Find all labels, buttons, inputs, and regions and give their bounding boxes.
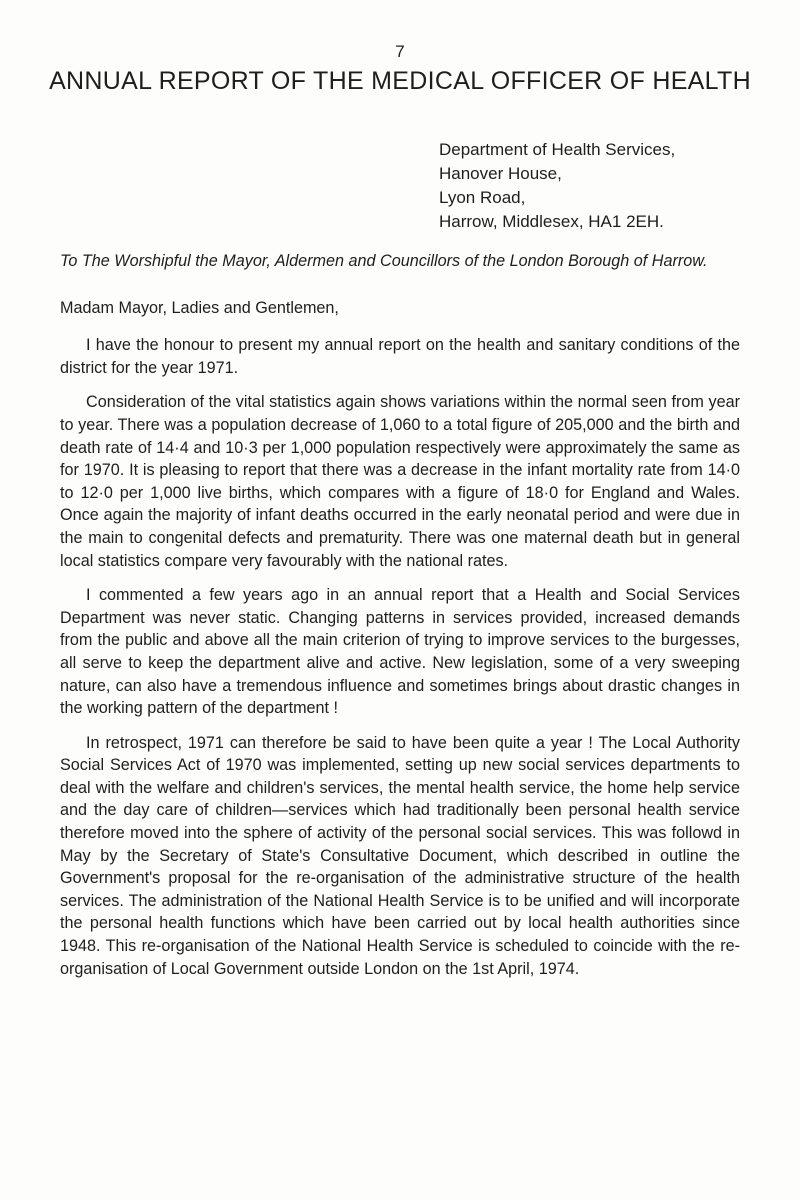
address-line-department: Department of Health Services, [439,140,676,159]
addressee: To The Worshipful the Mayor, Aldermen and Councillors of the London Borough of Harrow. [60,252,708,270]
address-line-town: Harrow, Middlesex, HA1 2EH. [439,212,664,231]
page-number: 7 [395,42,405,61]
address-line-street: Lyon Road, [439,188,526,207]
paragraph-introduction: I have the honour to present my annual report on the health and sanitary conditions of the district for the year 1971. [60,336,740,377]
paragraph-department-changes: I commented a few years ago in an annual report that a Health and Social Services Department was never static. Changing patterns in services provided, increased demands from the public and above all the main criterion of trying to improve services to the burgesses, all serve to keep the department alive and active. New legislation, some of a very sweeping nature, can also have a tremendous influence and sometimes brings about drastic changes in the working pattern of the department ! [60,586,740,718]
letter-body [60,250,740,992]
address-line-building: Hanover House, [439,164,562,183]
salutation: Madam Mayor, Ladies and Gentlemen, [60,298,339,317]
sender-address [439,138,759,234]
paragraph-retrospect-1971: In retrospect, 1971 can therefore be said to have been quite a year ! The Local Authority Social Services Act of 1970 was implemented, setting up new social services departments to deal with the welfare and children's services, the mental health service, the home help service and the day care of children—services which had traditionally been personal health service therefore moved into the sphere of activity of the personal social services. This was followd in May by the Secretary of State's Consultative Document, which described in outline the Government's proposal for the re-organisation of the administrative structure of the health services. The administration of the National Health Service is to be unified and will incorporate the personal health functions which have been carried out by local health authorities since 1948. This re-organisation of the National Health Service is scheduled to coincide with the re-organisation of Local Government outside London on the 1st April, 1974. [60,733,740,978]
paragraph-vital-statistics: Consideration of the vital statistics again shows variations within the normal seen from year to year. There was a population decrease of 1,060 to a total figure of 205,000 and the birth and death rate of 14·4 and 10·3 per 1,000 population respectively were approximately the same as for 1970. It is pleasing to report that there was a decrease in the infant mortality rate from 14·0 to 12·0 per 1,000 live births, which compares with a figure of 18·0 for England and Wales. Once again the majority of infant deaths occurred in the early neonatal period and were due in the main to congenital defects and prematurity. There was one maternal death but in general local statistics compare very favourably with the national rates. [60,393,740,570]
report-title: ANNUAL REPORT OF THE MEDICAL OFFICER OF HEALTH [49,67,751,95]
